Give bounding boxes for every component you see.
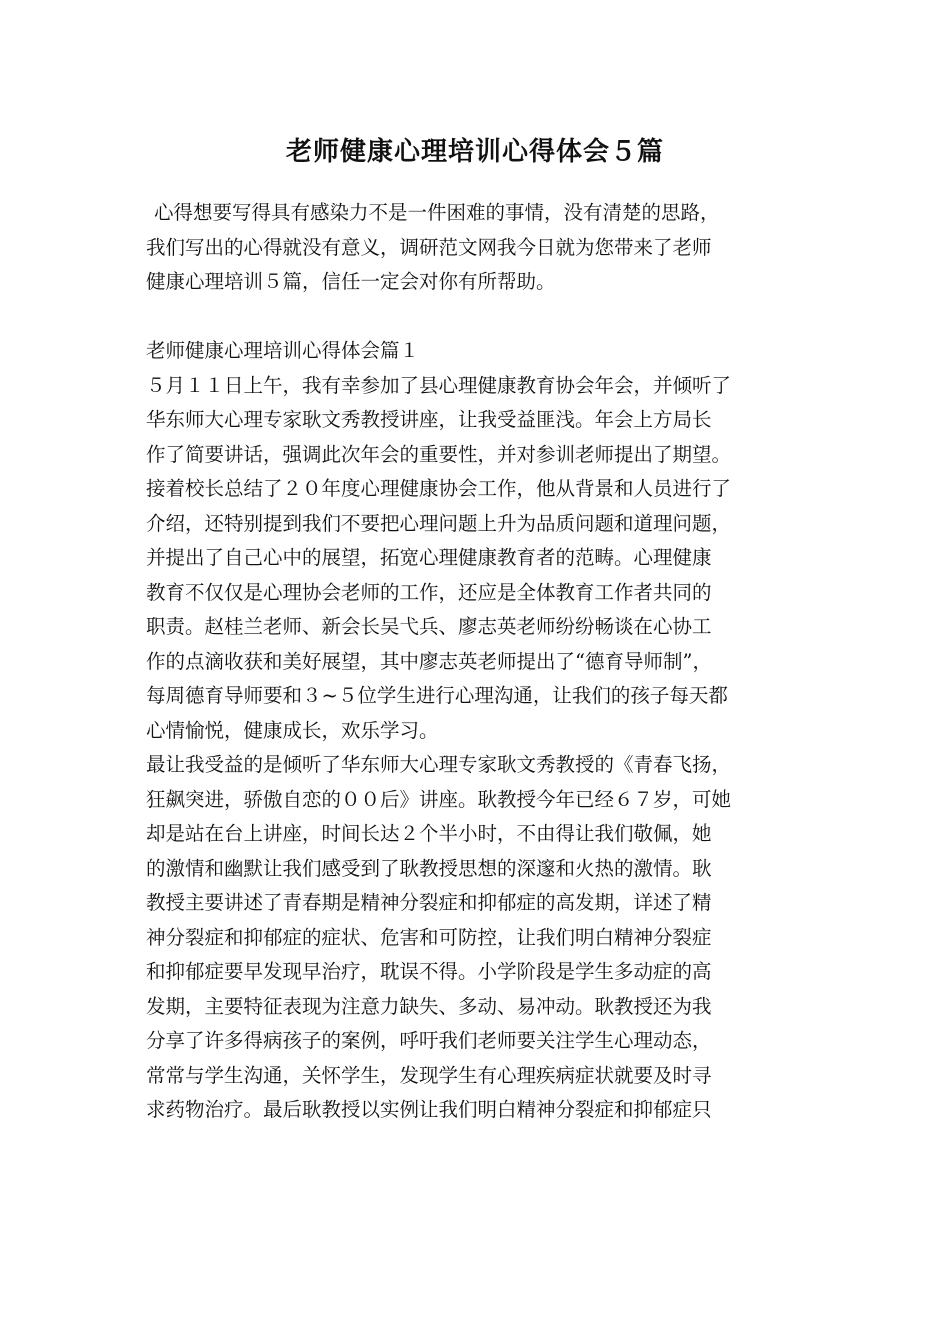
intro-line: 健康心理培训５篇，信任一定会对你有所帮助。 bbox=[146, 270, 556, 293]
paragraph1-line: 介绍，还特别提到我们不要把心理问题上升为品质问题和道理问题， bbox=[146, 511, 732, 535]
paragraph2-line: 教授主要讲述了青春期是精神分裂症和抑郁症的高发期，详述了精 bbox=[146, 891, 712, 914]
paragraph2-line: 和抑郁症要早发现早治疗，耽误不得。小学阶段是学生多动症的高 bbox=[146, 960, 712, 983]
intro-line: 我们写出的心得就没有意义，调研范文网我今日就为您带来了老师 bbox=[146, 235, 712, 259]
paragraph2-line: 求药物治疗。最后耿教授以实例让我们明白精神分裂症和抑郁症只 bbox=[146, 1098, 712, 1121]
paragraph1-line: 并提出了自己心中的展望，拓宽心理健康教育者的范畴。心理健康 bbox=[146, 546, 712, 569]
paragraph1-line: 华东师大心理专家耿文秀教授讲座，让我受益匪浅。年会上方局长 bbox=[146, 408, 712, 431]
paragraph1-line: 心情愉悦，健康成长，欢乐学习。 bbox=[146, 718, 439, 742]
paragraph2-line: 的激情和幽默让我们感受到了耿教授思想的深邃和火热的激情。耿 bbox=[146, 856, 712, 880]
paragraph1-line: 职责。赵桂兰老师、新会长吴弋兵、廖志英老师纷纷畅谈在心协工 bbox=[146, 615, 712, 638]
paragraph1-line: 教育不仅仅是心理协会老师的工作，还应是全体教育工作者共同的 bbox=[146, 580, 712, 604]
paragraph2-line: 狂飙突进，骄傲自恋的００后》讲座。耿教授今年已经６７岁，可她 bbox=[146, 787, 732, 811]
paragraph1-line: 接着校长总结了２０年度心理健康协会工作，他从背景和人员进行了 bbox=[146, 477, 732, 500]
section-heading: 老师健康心理培训心得体会篇１ bbox=[146, 339, 420, 362]
document-body bbox=[146, 196, 826, 1128]
paragraph-spacer bbox=[146, 300, 826, 335]
paragraph2-line: 分享了许多得病孩子的案例，呼吁我们老师要关注学生心理动态， bbox=[146, 1029, 712, 1052]
paragraph2-line: 神分裂症和抑郁症的症状、危害和可防控，让我们明白精神分裂症 bbox=[146, 925, 712, 949]
document-title: 老师健康心理培训心得体会５篇 bbox=[285, 137, 664, 167]
paragraph1-line: 作了简要讲话，强调此次年会的重要性，并对参训老师提出了期望。 bbox=[146, 442, 732, 466]
paragraph2-line: 常常与学生沟通，关怀学生，发现学生有心理疾病症状就要及时寻 bbox=[146, 1063, 712, 1087]
paragraph1-line: 每周德育导师要和３~５位学生进行心理沟通，让我们的孩子每天都 bbox=[146, 684, 728, 707]
paragraph2-line: 却是站在台上讲座，时间长达２个半小时，不由得让我们敬佩，她 bbox=[146, 822, 712, 845]
paragraph2-line: 最让我受益的是倾听了华东师大心理专家耿文秀教授的《青春飞扬， bbox=[146, 753, 732, 776]
paragraph1-line: ５月１１日上午，我有幸参加了县心理健康教育协会年会，并倾听了 bbox=[146, 373, 732, 397]
intro-line: 心得想要写得具有感染力不是一件困难的事情，没有清楚的思路， bbox=[154, 201, 720, 224]
paragraph2-line: 发期，主要特征表现为注意力缺失、多动、易冲动。耿教授还为我 bbox=[146, 994, 712, 1018]
paragraph1-line: 作的点滴收获和美好展望，其中廖志英老师提出了“德育导师制”， bbox=[146, 649, 712, 673]
